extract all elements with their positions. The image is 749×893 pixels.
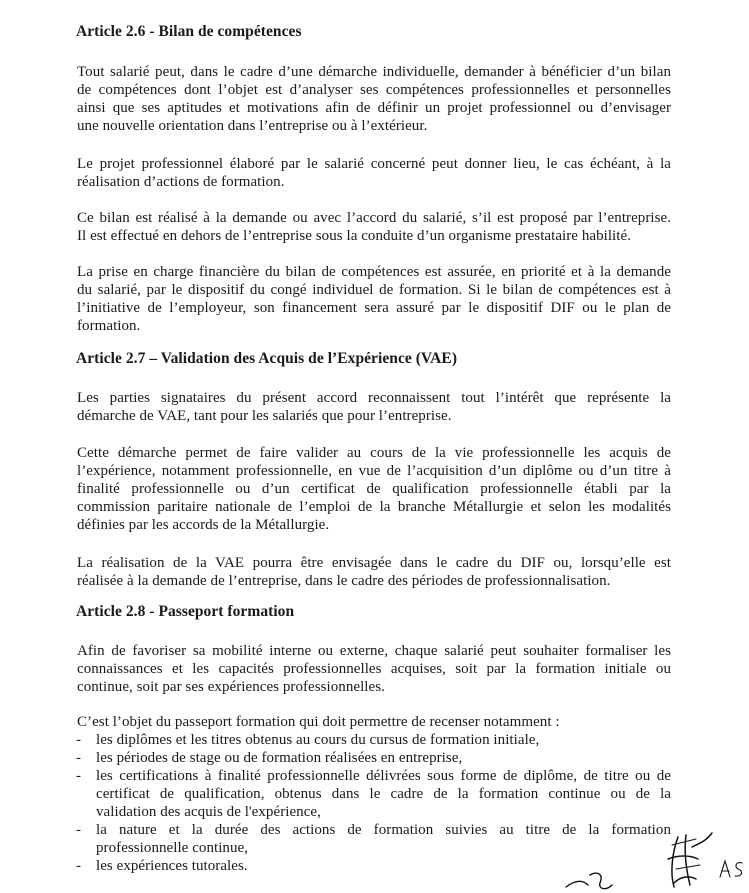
- bullet-marker: -: [76, 732, 81, 748]
- bullet-marker: -: [76, 750, 81, 766]
- bullet-2-line1: les périodes de stage ou de formation réalisées en entreprise,: [96, 750, 463, 766]
- article-2-6-p4-line1: La prise en charge financière du bilan de compétences est assurée, en priorité et à la demande: [77, 264, 671, 280]
- article-2-7-p2-line3: finalité professionnelle ou d’un certificat de qualification professionnelle établi par la: [77, 481, 671, 497]
- bullet-3-line3: validation des acquis de l'expérience,: [96, 804, 321, 820]
- article-2-6-heading: Article 2.6 - Bilan de compétences: [76, 23, 302, 40]
- article-2-8-heading: Article 2.8 - Passeport formation: [76, 603, 295, 620]
- article-2-7-p2-line5: définies par les accords de la Métallurgie.: [77, 517, 330, 533]
- article-2-7-p2-line1: Cette démarche permet de faire valider au cours de la vie professionnelle les acquis de: [77, 445, 671, 461]
- bullet-4-line2: professionnelle continue,: [96, 840, 249, 856]
- article-2-6-p1-line1: Tout salarié peut, dans le cadre d’une démarche individuelle, demander à bénéficier d’un bilan: [77, 64, 671, 80]
- article-2-7-heading: Article 2.7 – Validation des Acquis de l’Expérience (VAE): [76, 350, 458, 367]
- article-2-6-p4-line3: l’initiative de l’employeur, son financement sera assuré par le dispositif DIF ou le plan de: [77, 300, 671, 316]
- article-2-7-p3-line1: La réalisation de la VAE pourra être envisagée dans le cadre du DIF ou, lorsqu’elle est: [77, 555, 671, 571]
- bullet-marker: -: [76, 858, 81, 874]
- bullet-3-line2: certificat de qualification, obtenus dans le cadre de la formation continue ou de la: [96, 786, 671, 802]
- article-2-7-p1-line1: Les parties signataires du présent accord reconnaissent tout l’intérêt que représente la: [77, 390, 671, 406]
- article-2-6-p4-line2: du salarié, par le dispositif du congé individuel de formation. Si le bilan de compétences est à: [77, 282, 671, 298]
- article-2-6-p1-line2: de compétences dont l’objet est d’analyser ses compétences professionnelles et personnelles: [77, 82, 671, 98]
- article-2-6-p1-line3: ainsi que ses aptitudes et motivations afin de définir un projet professionnel ou d’envisager: [77, 100, 671, 116]
- article-2-6-p3-line2: Il est effectué en dehors de l’entreprise sous la conduite d’un organisme prestataire habilité.: [77, 228, 631, 244]
- article-2-8-p1-line3: continue, soit par ses expériences professionnelles.: [77, 679, 385, 695]
- article-2-8-intro: C’est l’objet du passeport formation qui doit permettre de recenser notamment :: [77, 714, 560, 730]
- article-2-6-p1-line4: une nouvelle orientation dans l’entreprise ou à l’extérieur.: [77, 118, 428, 134]
- article-2-6-p2-line1: Le projet professionnel élaboré par le salarié concerné peut donner lieu, le cas échéant, à la: [77, 156, 671, 172]
- bullet-3-line1: les certifications à finalité professionnelle délivrées sous forme de diplôme, de titre ou de: [96, 768, 671, 784]
- article-2-7-p2-line2: l’expérience, notamment professionnelle, en vue de l’acquisition d’un diplôme ou d’un titre à: [77, 463, 671, 479]
- article-2-7-p1-line2: démarche de VAE, tant pour les salariés que pour l’entreprise.: [77, 408, 452, 424]
- bullet-5-line1: les expériences tutorales.: [96, 858, 248, 874]
- bullet-1-line1: les diplômes et les titres obtenus au cours du cursus de formation initiale,: [96, 732, 540, 748]
- bullet-marker: -: [76, 822, 81, 838]
- bullet-marker: -: [76, 768, 81, 784]
- article-2-8-p1-line1: Afin de favoriser sa mobilité interne ou externe, chaque salarié peut souhaiter formaliser les: [77, 643, 671, 659]
- article-2-8-p1-line2: connaissances et les capacités professionnelles acquises, soit par la formation initiale ou: [77, 661, 671, 677]
- handwritten-signature: [560, 825, 749, 893]
- bullet-4-line1: la nature et la durée des actions de formation suivies au titre de la formation: [96, 822, 671, 838]
- article-2-7-p2-line4: commission paritaire nationale de l’emploi de la branche Métallurgie et selon les modalités: [77, 499, 671, 515]
- article-2-6-p2-line2: réalisation d’actions de formation.: [77, 174, 285, 190]
- article-2-7-p3-line2: réalisée à la demande de l’entreprise, dans le cadre des périodes de professionnalisation.: [77, 573, 611, 589]
- article-2-6-p3-line1: Ce bilan est réalisé à la demande ou avec l’accord du salarié, s’il est proposé par l’entreprise.: [77, 210, 671, 226]
- article-2-6-p4-line4: formation.: [77, 318, 141, 334]
